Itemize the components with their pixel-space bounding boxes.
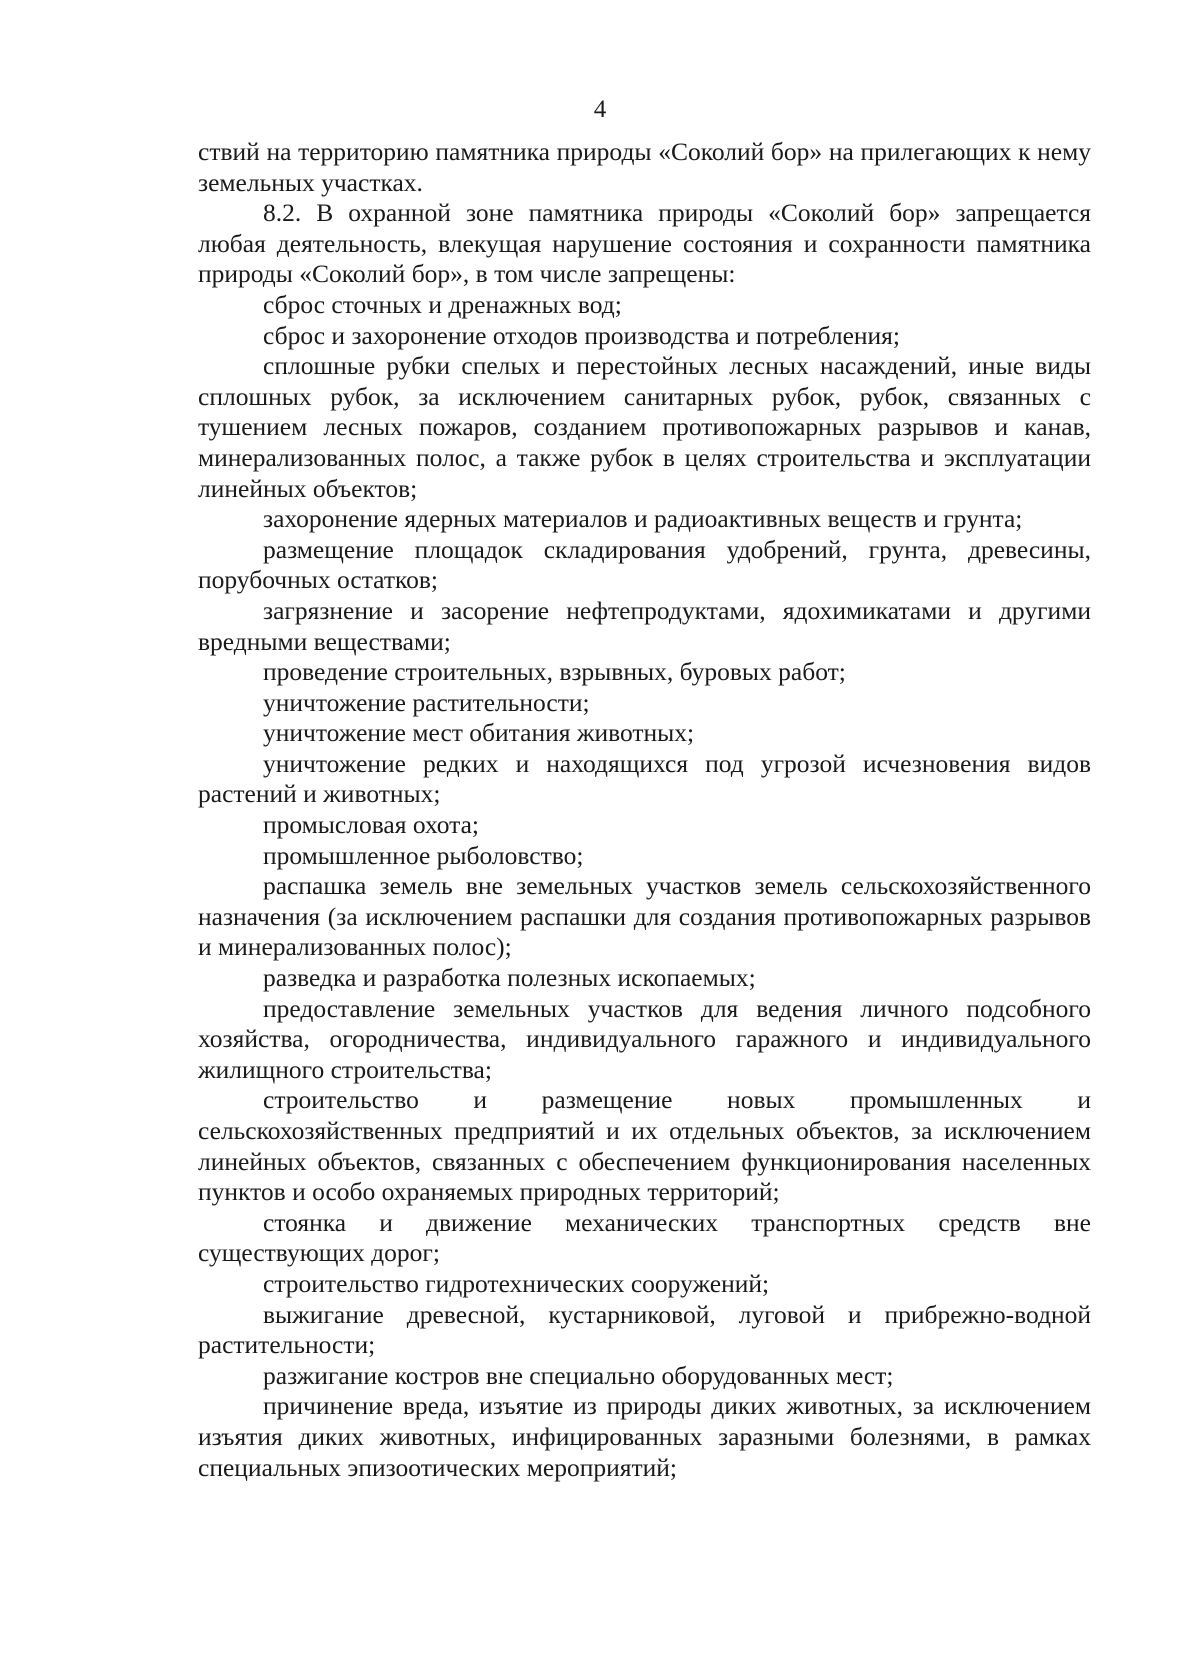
list-item: причинение вреда, изъятие из природы диких животных, за исключением изъятия диких животных, инфицированных заразными болезнями, в рамках специальных эпизоотических мероприятий; — [198, 1391, 1091, 1482]
page-number: 4 — [593, 96, 607, 123]
list-item: проведение строительных, взрывных, буровых работ; — [263, 657, 846, 687]
paragraph-section-8-2: 8.2. В охранной зоне памятника природы «Соколий бор» запрещается любая деятельность, влекущая нарушение состояния и сохранности памятника природы «Соколий бор», в том числе запрещены: — [198, 198, 1091, 289]
paragraph-continuation: ствий на территорию памятника природы «Соколий бор» на прилегающих к нему земельных участках. — [198, 137, 1091, 197]
list-item: промышленное рыболовство; — [263, 840, 584, 870]
list-item: уничтожение мест обитания животных; — [263, 718, 695, 748]
list-item: стоянка и движение механических транспортных средств вне существующих дорог; — [198, 1207, 1091, 1268]
list-item: строительство и размещение новых промышленных и сельскохозяйственных предприятий и их отдельных объектов, за исключением линейных объектов, связанных с обеспечением функционирования населенных пунктов и особо охраняемых природных территорий; — [198, 1085, 1091, 1207]
list-item: строительство гидротехнических сооружений; — [263, 1268, 770, 1298]
list-item: промысловая охота; — [263, 810, 480, 840]
list-item: предоставление земельных участков для ведения личного подсобного хозяйства, огородничества, индивидуального гаражного и индивидуального жилищного строительства; — [198, 993, 1091, 1084]
list-item: сплошные рубки спелых и перестойных лесных насаждений, иные виды сплошных рубок, за исключением санитарных рубок, рубок, связанных с тушением лесных пожаров, созданием противопожарных разрывов и канав, минерализованных полос, а также рубок в целях строительства и эксплуатации линейных объектов; — [198, 351, 1091, 503]
list-item: разжигание костров вне специально оборудованных мест; — [263, 1360, 894, 1390]
list-item: сброс и захоронение отходов производства и потребления; — [263, 320, 900, 350]
list-item: загрязнение и засорение нефтепродуктами, ядохимикатами и другими вредными веществами; — [198, 595, 1091, 656]
document-body — [198, 137, 1091, 1483]
list-item: сброс сточных и дренажных вод; — [263, 289, 622, 319]
list-item: уничтожение редких и находящихся под угрозой исчезновения видов растений и животных; — [198, 748, 1091, 809]
list-item: распашка земель вне земельных участков земель сельскохозяйственного назначения (за исключением распашки для создания противопожарных разрывов и минерализованных полос); — [198, 871, 1091, 962]
list-item: разведка и разработка полезных ископаемых; — [263, 963, 756, 993]
list-item: захоронение ядерных материалов и радиоактивных веществ и грунта; — [263, 504, 1023, 534]
list-item: уничтожение растительности; — [263, 687, 590, 717]
list-item: размещение площадок складирования удобрений, грунта, древесины, порубочных остатков; — [198, 534, 1091, 595]
list-item: выжигание древесной, кустарниковой, луговой и прибрежно-водной растительности; — [198, 1299, 1091, 1360]
